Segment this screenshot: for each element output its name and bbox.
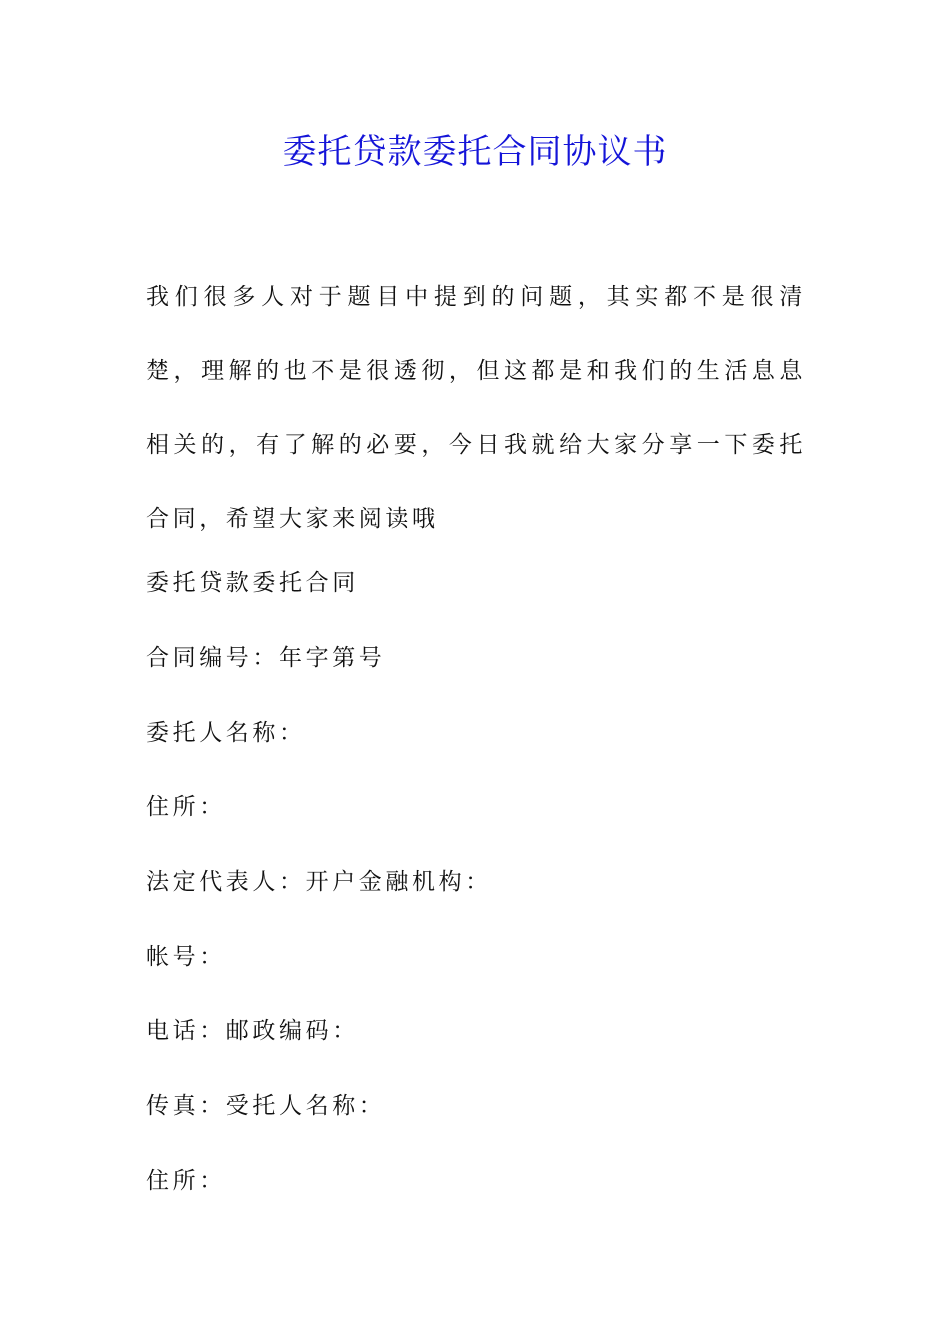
account-number-line: 帐号： xyxy=(146,944,226,970)
intro-paragraph: 我们很多人对于题目中提到的问题，其实都不是很清楚，理解的也不是很透彻，但这都是和我们的生活息息相关的，有了解的必要，今日我就给大家分享一下委托合同，希望大家来阅读哦 xyxy=(146,284,806,532)
principal-name-line: 委托人名称： xyxy=(146,720,306,746)
contract-number-line: 合同编号：年字第号 xyxy=(146,645,386,671)
legal-rep-bank-line: 法定代表人：开户金融机构： xyxy=(146,869,492,895)
contract-heading: 委托贷款委托合同 xyxy=(146,570,359,596)
principal-address-line: 住所： xyxy=(146,794,226,820)
agent-address-line: 住所： xyxy=(146,1168,226,1194)
fax-agent-name-line: 传真：受托人名称： xyxy=(146,1093,386,1119)
phone-postcode-line: 电话：邮政编码： xyxy=(146,1018,359,1044)
document-title: 委托贷款委托合同协议书 xyxy=(282,132,668,172)
